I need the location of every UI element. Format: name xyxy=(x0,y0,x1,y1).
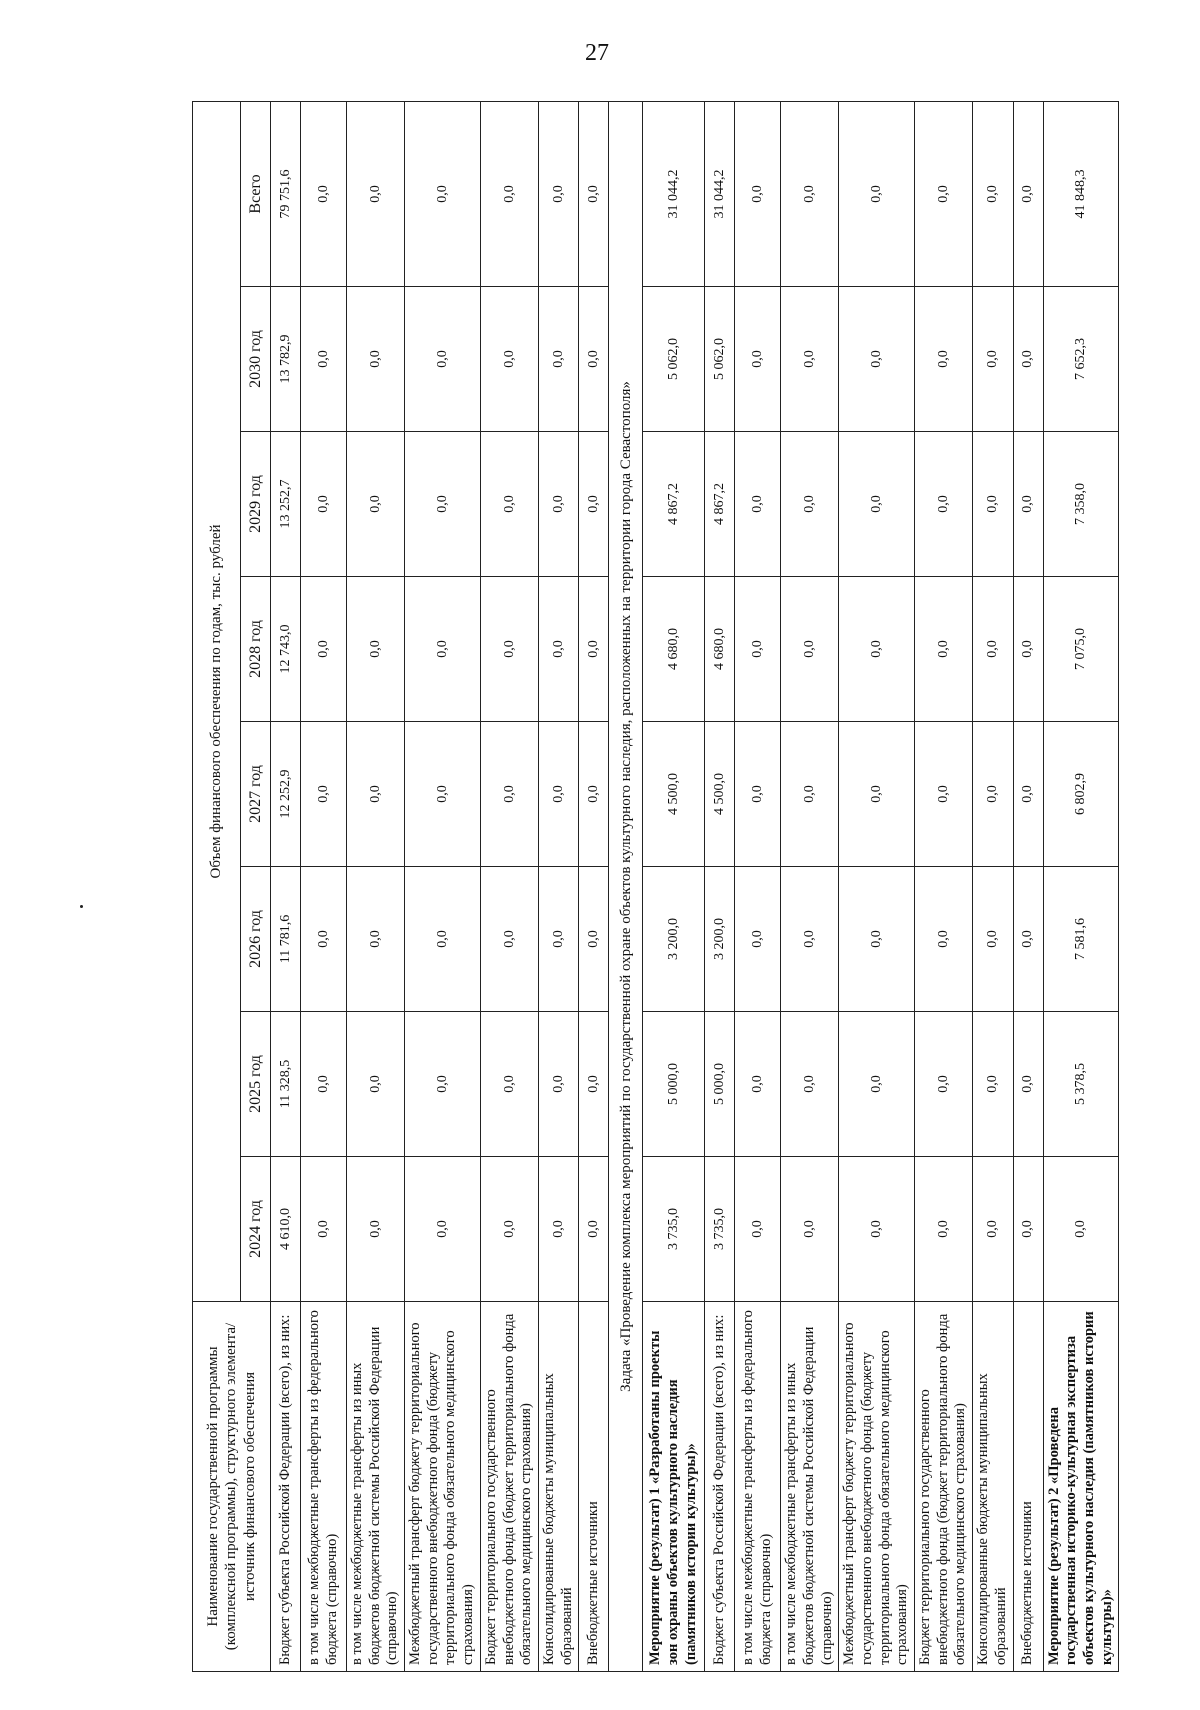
value-cell: 0,0 xyxy=(347,287,405,432)
value-cell: 0,0 xyxy=(781,867,839,1012)
value-cell: 0,0 xyxy=(480,1012,538,1157)
table-row xyxy=(480,101,538,1671)
table-row xyxy=(405,101,481,1671)
value-cell: 0,0 xyxy=(781,432,839,577)
value-cell: 0,0 xyxy=(915,101,973,286)
value-cell: 4 680,0 xyxy=(705,577,735,722)
row-label: Консолидированные бюджеты муниципальных образований xyxy=(973,1302,1013,1672)
value-cell: 4 867,2 xyxy=(643,432,705,577)
value-cell: 0,0 xyxy=(973,577,1013,722)
value-cell: 0,0 xyxy=(480,101,538,286)
value-cell: 0,0 xyxy=(538,1012,578,1157)
value-cell: 31 044,2 xyxy=(705,101,735,286)
value-cell: 0,0 xyxy=(347,722,405,867)
table-row xyxy=(735,101,781,1671)
value-cell: 0,0 xyxy=(735,1012,781,1157)
value-cell: 3 200,0 xyxy=(705,867,735,1012)
value-cell: 0,0 xyxy=(1013,432,1043,577)
header-volume: Объем финансового обеспечения по годам, тыс. рублей xyxy=(193,101,241,1301)
row-label: Бюджет субъекта Российской Федерации (всего), из них: xyxy=(705,1302,735,1672)
value-cell: 0,0 xyxy=(1043,1157,1119,1302)
year-header: 2028 год xyxy=(241,577,271,722)
value-cell: 0,0 xyxy=(735,101,781,286)
value-cell: 0,0 xyxy=(301,577,347,722)
value-cell: 0,0 xyxy=(405,1012,481,1157)
value-cell: 0,0 xyxy=(301,722,347,867)
value-cell: 0,0 xyxy=(480,722,538,867)
task-title: Задача «Проведение комплекса мероприятий по государственной охране объектов культурного наследия, расположенных на территории города Севастополя» xyxy=(609,101,643,1671)
value-cell: 0,0 xyxy=(735,577,781,722)
value-cell: 0,0 xyxy=(839,432,915,577)
value-cell: 0,0 xyxy=(301,101,347,286)
value-cell: 0,0 xyxy=(579,287,609,432)
value-cell: 0,0 xyxy=(405,432,481,577)
value-cell: 0,0 xyxy=(973,1157,1013,1302)
value-cell: 0,0 xyxy=(839,577,915,722)
value-cell: 0,0 xyxy=(735,1157,781,1302)
row-label: Бюджет территориального государственного внебюджетного фонда (бюджет территориального фонда обязательного медицинского страхования) xyxy=(480,1302,538,1672)
table-row xyxy=(839,101,915,1671)
value-cell: 0,0 xyxy=(735,432,781,577)
value-cell: 0,0 xyxy=(538,722,578,867)
value-cell: 0,0 xyxy=(1013,1012,1043,1157)
row-label: в том числе межбюджетные трансферты из иных бюджетов бюджетной системы Российской Федерации (справочно) xyxy=(347,1302,405,1672)
value-cell: 0,0 xyxy=(405,577,481,722)
value-cell: 4 680,0 xyxy=(643,577,705,722)
row-label: Межбюджетный трансферт бюджету территориального государственного внебюджетного фонда (бюджету территориального фонда обязательного медицинского страхования) xyxy=(839,1302,915,1672)
value-cell: 0,0 xyxy=(781,101,839,286)
value-cell: 0,0 xyxy=(839,101,915,286)
value-cell: 0,0 xyxy=(538,577,578,722)
value-cell: 0,0 xyxy=(301,287,347,432)
value-cell: 0,0 xyxy=(579,1012,609,1157)
value-cell: 4 500,0 xyxy=(643,722,705,867)
value-cell: 5 062,0 xyxy=(705,287,735,432)
value-cell: 0,0 xyxy=(781,287,839,432)
value-cell: 0,0 xyxy=(915,432,973,577)
value-cell: 0,0 xyxy=(839,867,915,1012)
row-label xyxy=(643,1302,705,1672)
table-row xyxy=(643,101,705,1671)
table-row xyxy=(705,101,735,1671)
value-cell: 0,0 xyxy=(973,432,1013,577)
value-cell: 4 610,0 xyxy=(271,1157,301,1302)
value-cell: 0,0 xyxy=(538,287,578,432)
task-row xyxy=(609,101,643,1671)
row-label: в том числе межбюджетные трансферты из иных бюджетов бюджетной системы Российской Федерации (справочно) xyxy=(781,1302,839,1672)
value-cell: 0,0 xyxy=(973,1012,1013,1157)
value-cell: 12 252,9 xyxy=(271,722,301,867)
value-cell: 11 328,5 xyxy=(271,1012,301,1157)
value-cell: 0,0 xyxy=(973,722,1013,867)
value-cell: 11 781,6 xyxy=(271,867,301,1012)
year-header: 2029 год xyxy=(241,432,271,577)
value-cell: 0,0 xyxy=(538,1157,578,1302)
value-cell: 41 848,3 xyxy=(1043,101,1119,286)
value-cell: 0,0 xyxy=(538,101,578,286)
value-cell: 0,0 xyxy=(1013,867,1043,1012)
year-header: 2026 год xyxy=(241,867,271,1012)
value-cell: 0,0 xyxy=(973,101,1013,286)
value-cell: 0,0 xyxy=(480,867,538,1012)
value-cell: 0,0 xyxy=(480,1157,538,1302)
row-label xyxy=(1043,1302,1119,1672)
row-label: Консолидированные бюджеты муниципальных образований xyxy=(538,1302,578,1672)
value-cell: 0,0 xyxy=(915,867,973,1012)
table-row xyxy=(781,101,839,1671)
value-cell: 0,0 xyxy=(1013,287,1043,432)
year-header: 2027 год xyxy=(241,722,271,867)
value-cell: 0,0 xyxy=(915,1157,973,1302)
value-cell: 0,0 xyxy=(405,1157,481,1302)
row-label: Бюджет субъекта Российской Федерации (всего), из них: xyxy=(271,1302,301,1672)
value-cell: 0,0 xyxy=(579,1157,609,1302)
value-cell: 0,0 xyxy=(781,1157,839,1302)
row-label: Внебюджетные источники xyxy=(1013,1302,1043,1672)
value-cell: 0,0 xyxy=(538,432,578,577)
value-cell: 7 581,6 xyxy=(1043,867,1119,1012)
value-cell: 0,0 xyxy=(915,1012,973,1157)
value-cell: 0,0 xyxy=(301,432,347,577)
value-cell: 0,0 xyxy=(347,432,405,577)
value-cell: 79 751,6 xyxy=(271,101,301,286)
table-row xyxy=(538,101,578,1671)
value-cell: 5 000,0 xyxy=(643,1012,705,1157)
value-cell: 0,0 xyxy=(781,577,839,722)
value-cell: 0,0 xyxy=(347,101,405,286)
value-cell: 0,0 xyxy=(347,1157,405,1302)
value-cell: 0,0 xyxy=(579,577,609,722)
value-cell: 0,0 xyxy=(915,287,973,432)
row-label: Межбюджетный трансферт бюджету территориального государственного внебюджетного фонда (бюджету территориального фонда обязательного медицинского страхования) xyxy=(405,1302,481,1672)
value-cell: 0,0 xyxy=(579,722,609,867)
page-number: 27 xyxy=(585,40,609,66)
value-cell: 5 378,5 xyxy=(1043,1012,1119,1157)
value-cell: 0,0 xyxy=(839,722,915,867)
speck xyxy=(80,905,83,908)
value-cell: 12 743,0 xyxy=(271,577,301,722)
table-row xyxy=(915,101,973,1671)
year-header: 2030 год xyxy=(241,287,271,432)
header-name: Наименование государственной программы (комплексной программы), структурного элемента/источник финансового обеспечения xyxy=(193,1302,271,1672)
value-cell: 5 062,0 xyxy=(643,287,705,432)
value-cell: 0,0 xyxy=(405,101,481,286)
value-cell: 0,0 xyxy=(915,577,973,722)
value-cell: 5 000,0 xyxy=(705,1012,735,1157)
value-cell: 0,0 xyxy=(839,287,915,432)
value-cell: 0,0 xyxy=(301,867,347,1012)
rotated-table-container xyxy=(192,102,1115,1672)
value-cell: 0,0 xyxy=(1013,722,1043,867)
year-header: 2025 год xyxy=(241,1012,271,1157)
value-cell: 0,0 xyxy=(405,287,481,432)
value-cell: 0,0 xyxy=(839,1157,915,1302)
value-cell: 0,0 xyxy=(1013,1157,1043,1302)
financing-table xyxy=(192,101,1119,1672)
value-cell: 0,0 xyxy=(1013,101,1043,286)
value-cell: 3 735,0 xyxy=(643,1157,705,1302)
value-cell: 3 735,0 xyxy=(705,1157,735,1302)
value-cell: 3 200,0 xyxy=(643,867,705,1012)
value-cell: 13 782,9 xyxy=(271,287,301,432)
value-cell: 31 044,2 xyxy=(643,101,705,286)
value-cell: 0,0 xyxy=(839,1012,915,1157)
value-cell: 0,0 xyxy=(301,1157,347,1302)
row-label: в том числе межбюджетные трансферты из федерального бюджета (справочно) xyxy=(735,1302,781,1672)
value-cell: 6 802,9 xyxy=(1043,722,1119,867)
value-cell: 0,0 xyxy=(973,287,1013,432)
value-cell: 0,0 xyxy=(347,577,405,722)
row-label: Внебюджетные источники xyxy=(579,1302,609,1672)
value-cell: 0,0 xyxy=(579,101,609,286)
value-cell: 4 867,2 xyxy=(705,432,735,577)
row-label: в том числе межбюджетные трансферты из федерального бюджета (справочно) xyxy=(301,1302,347,1672)
row-label: Бюджет территориального государственного внебюджетного фонда (бюджет территориального фонда обязательного медицинского страхования) xyxy=(915,1302,973,1672)
row-label-bold: Мероприятие (результат) 2 «Проведена государственная историко-культурная экспертиза объектов культурного наследия (памятников истории культуры)» xyxy=(1045,1311,1115,1665)
value-cell: 0,0 xyxy=(347,1012,405,1157)
value-cell: 0,0 xyxy=(301,1012,347,1157)
value-cell: 0,0 xyxy=(579,867,609,1012)
row-label-bold: Мероприятие (результат) 1 «Разработаны проекты зон охраны объектов культурного наследия (памятников истории культуры)» xyxy=(647,1330,699,1665)
table-row xyxy=(301,101,347,1671)
value-cell: 0,0 xyxy=(735,722,781,867)
value-cell: 7 652,3 xyxy=(1043,287,1119,432)
value-cell: 7 358,0 xyxy=(1043,432,1119,577)
table-row xyxy=(973,101,1013,1671)
value-cell: 0,0 xyxy=(915,722,973,867)
table-row xyxy=(579,101,609,1671)
value-cell: 0,0 xyxy=(781,722,839,867)
value-cell: 0,0 xyxy=(735,287,781,432)
table-row xyxy=(271,101,301,1671)
value-cell: 0,0 xyxy=(735,867,781,1012)
value-cell: 13 252,7 xyxy=(271,432,301,577)
value-cell: 0,0 xyxy=(1013,577,1043,722)
table-row xyxy=(347,101,405,1671)
year-header: 2024 год xyxy=(241,1157,271,1302)
value-cell: 0,0 xyxy=(781,1012,839,1157)
value-cell: 0,0 xyxy=(480,432,538,577)
value-cell: 0,0 xyxy=(579,432,609,577)
value-cell: 4 500,0 xyxy=(705,722,735,867)
value-cell: 0,0 xyxy=(347,867,405,1012)
value-cell: 0,0 xyxy=(405,722,481,867)
value-cell: 0,0 xyxy=(480,287,538,432)
table-row xyxy=(1013,101,1043,1671)
value-cell: 0,0 xyxy=(480,577,538,722)
year-header: Всего xyxy=(241,101,271,286)
table-row xyxy=(1043,101,1119,1671)
value-cell: 0,0 xyxy=(538,867,578,1012)
value-cell: 0,0 xyxy=(405,867,481,1012)
value-cell: 0,0 xyxy=(973,867,1013,1012)
value-cell: 7 075,0 xyxy=(1043,577,1119,722)
